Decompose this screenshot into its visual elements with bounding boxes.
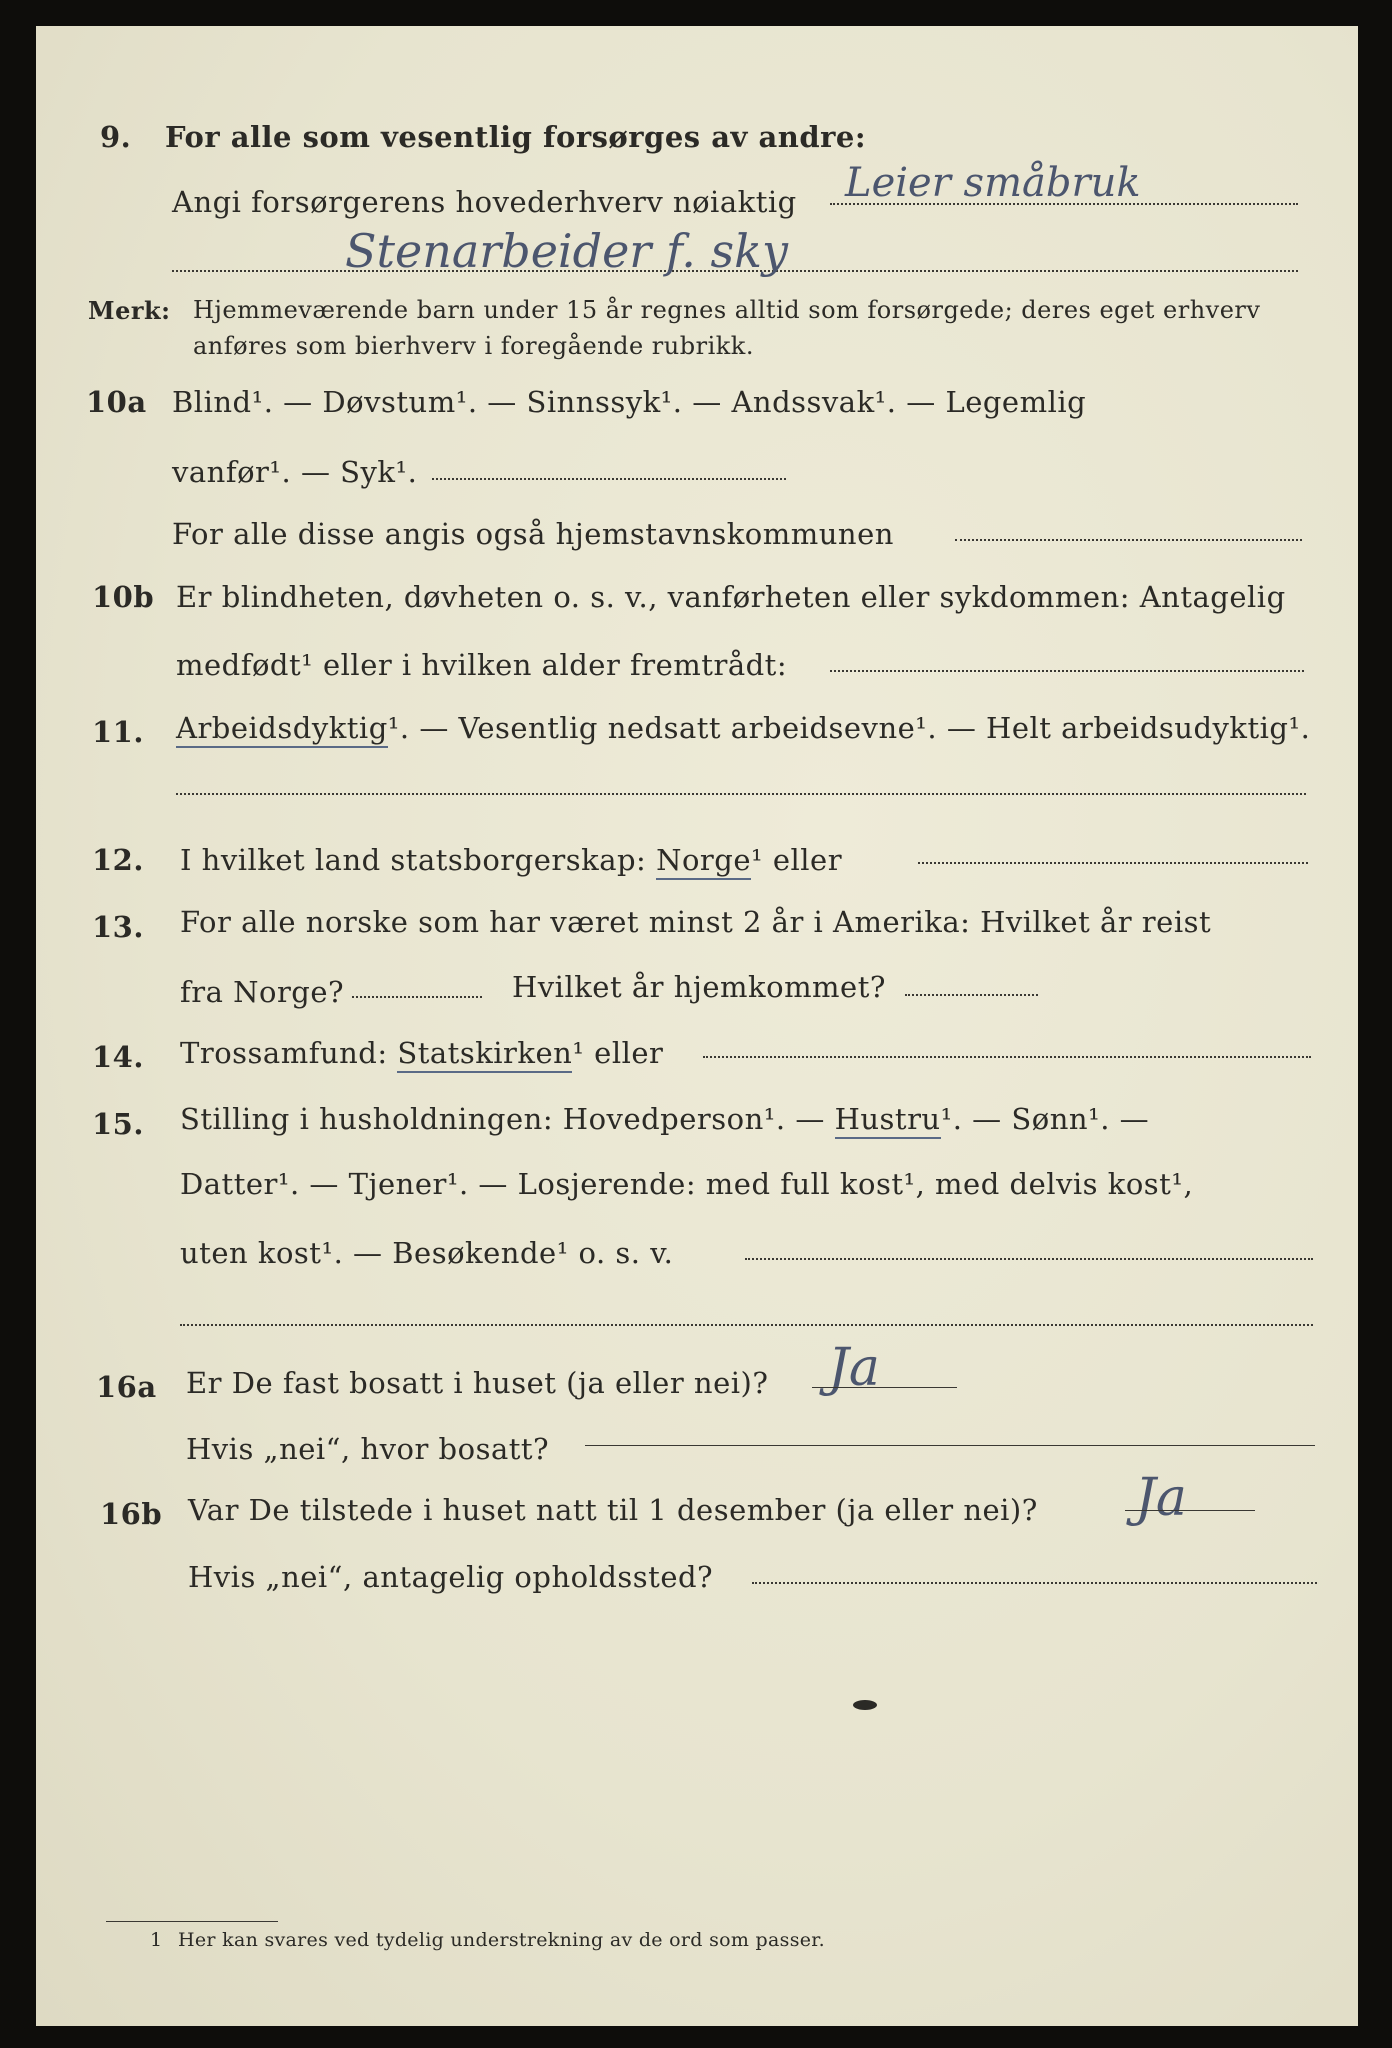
q16b-answer-line-1 <box>1125 1510 1255 1511</box>
q11-answer-line <box>176 793 1306 795</box>
q14-text <box>180 1036 663 1070</box>
q9-prompt: Angi forsørgerens hovederhverv nøiaktig <box>172 185 797 219</box>
merk-line-1: Hjemmeværende barn under 15 år regnes alltid som forsørgede; deres eget erhverv <box>193 296 1261 324</box>
q16a-handwritten-answer: Ja <box>828 1338 880 1398</box>
q14-option-statskirken: Statskirken <box>397 1036 572 1073</box>
q16b-number: 16b <box>100 1497 163 1531</box>
q10b-answer-line <box>830 670 1304 672</box>
q13-number: 13. <box>92 910 144 944</box>
q11-rest: ¹. — Vesentlig nedsatt arbeidsevne¹. — Helt arbeidsudyktig¹. <box>387 711 1311 745</box>
q16b-line-2: Hvis „nei“, antagelig opholdssted? <box>188 1560 714 1594</box>
footnote-mark: 1 <box>150 1929 163 1951</box>
q10a-line-3: For alle disse angis også hjemstavnskommunen <box>172 517 894 551</box>
ink-blot <box>850 1698 880 1712</box>
q14-suffix: ¹ eller <box>572 1036 664 1070</box>
q14-answer-line <box>703 1056 1311 1058</box>
q13-line-2a: fra Norge? <box>180 975 345 1009</box>
q9-title: For alle som vesentlig forsørges av andre: <box>165 120 867 154</box>
q16b-line-1: Var De tilstede i huset natt til 1 desember (ja eller nei)? <box>188 1493 1038 1527</box>
q12-option-norge: Norge <box>656 843 751 880</box>
q16b-handwritten-answer: Ja <box>1135 1468 1187 1528</box>
q16a-answer-line-2 <box>585 1445 1315 1446</box>
q12-prefix: I hvilket land statsborgerskap: <box>180 843 647 877</box>
q10a-number: 10a <box>86 385 147 419</box>
q11-option-arbeidsdyktig: Arbeidsdyktig <box>176 711 388 748</box>
q13-answer-line-2 <box>905 994 1038 996</box>
q14-prefix: Trossamfund: <box>180 1036 388 1070</box>
merk-line-2: anføres som bierhverv i foregående rubrikk. <box>193 332 754 360</box>
q12-number: 12. <box>92 843 144 877</box>
q10a-line-1: Blind¹. — Døvstum¹. — Sinnssyk¹. — Andssvak¹. — Legemlig <box>172 385 1087 419</box>
q16a-number: 16a <box>96 1370 157 1404</box>
q12-text <box>180 843 842 877</box>
q10b-line-1: Er blindheten, døvheten o. s. v., vanførheten eller sykdommen: Antagelig <box>176 580 1286 614</box>
q13-line-1: For alle norske som har været minst 2 år i Amerika: Hvilket år reist <box>180 905 1212 939</box>
footnote-text: Her kan svares ved tydelig understrekning av de ord som passer. <box>178 1929 825 1951</box>
q15-line-1a: Stilling i husholdningen: Hovedperson¹. — <box>180 1102 825 1136</box>
q10a-answer-line-2 <box>955 539 1302 541</box>
q10b-line-2: medfødt¹ eller i hvilken alder fremtrådt: <box>176 648 788 682</box>
q13-line-2b: Hvilket år hjemkommet? <box>512 970 886 1004</box>
q10b-number: 10b <box>92 580 155 614</box>
q10a-line-2: vanfør¹. — Syk¹. <box>172 455 418 489</box>
q15-option-hustru: Hustru <box>835 1102 941 1139</box>
q15-answer-line-2 <box>180 1324 1313 1326</box>
q14-number: 14. <box>92 1040 144 1074</box>
q13-answer-line-1 <box>352 996 482 998</box>
q9-handwritten-answer-2: Stenarbeider f. sky <box>345 224 789 278</box>
q15-line-3: uten kost¹. — Besøkende¹ o. s. v. <box>180 1236 674 1270</box>
q15-answer-line-1 <box>745 1258 1313 1260</box>
q15-number: 15. <box>92 1107 144 1141</box>
q16a-line-1: Er De fast bosatt i huset (ja eller nei)? <box>186 1366 769 1400</box>
footnote-rule <box>106 1921 278 1922</box>
q15-line-2: Datter¹. — Tjener¹. — Losjerende: med full kost¹, med delvis kost¹, <box>180 1167 1194 1201</box>
q15-line-1 <box>180 1102 1149 1136</box>
merk-label: Merk: <box>88 296 171 325</box>
q11-text <box>176 711 1310 745</box>
q12-answer-line <box>918 862 1308 864</box>
q10a-answer-line-1 <box>432 478 786 480</box>
q16a-answer-line-1 <box>812 1387 957 1388</box>
q16b-answer-line-2 <box>752 1582 1317 1584</box>
q9-number: 9. <box>100 120 132 154</box>
q12-suffix: ¹ eller <box>751 843 843 877</box>
q9-handwritten-answer-1: Leier småbruk <box>845 160 1141 206</box>
q16a-line-2: Hvis „nei“, hvor bosatt? <box>186 1432 550 1466</box>
q11-number: 11. <box>92 715 144 749</box>
census-form-paper <box>36 26 1358 2026</box>
q15-line-1c: ¹. — Sønn¹. — <box>940 1102 1150 1136</box>
